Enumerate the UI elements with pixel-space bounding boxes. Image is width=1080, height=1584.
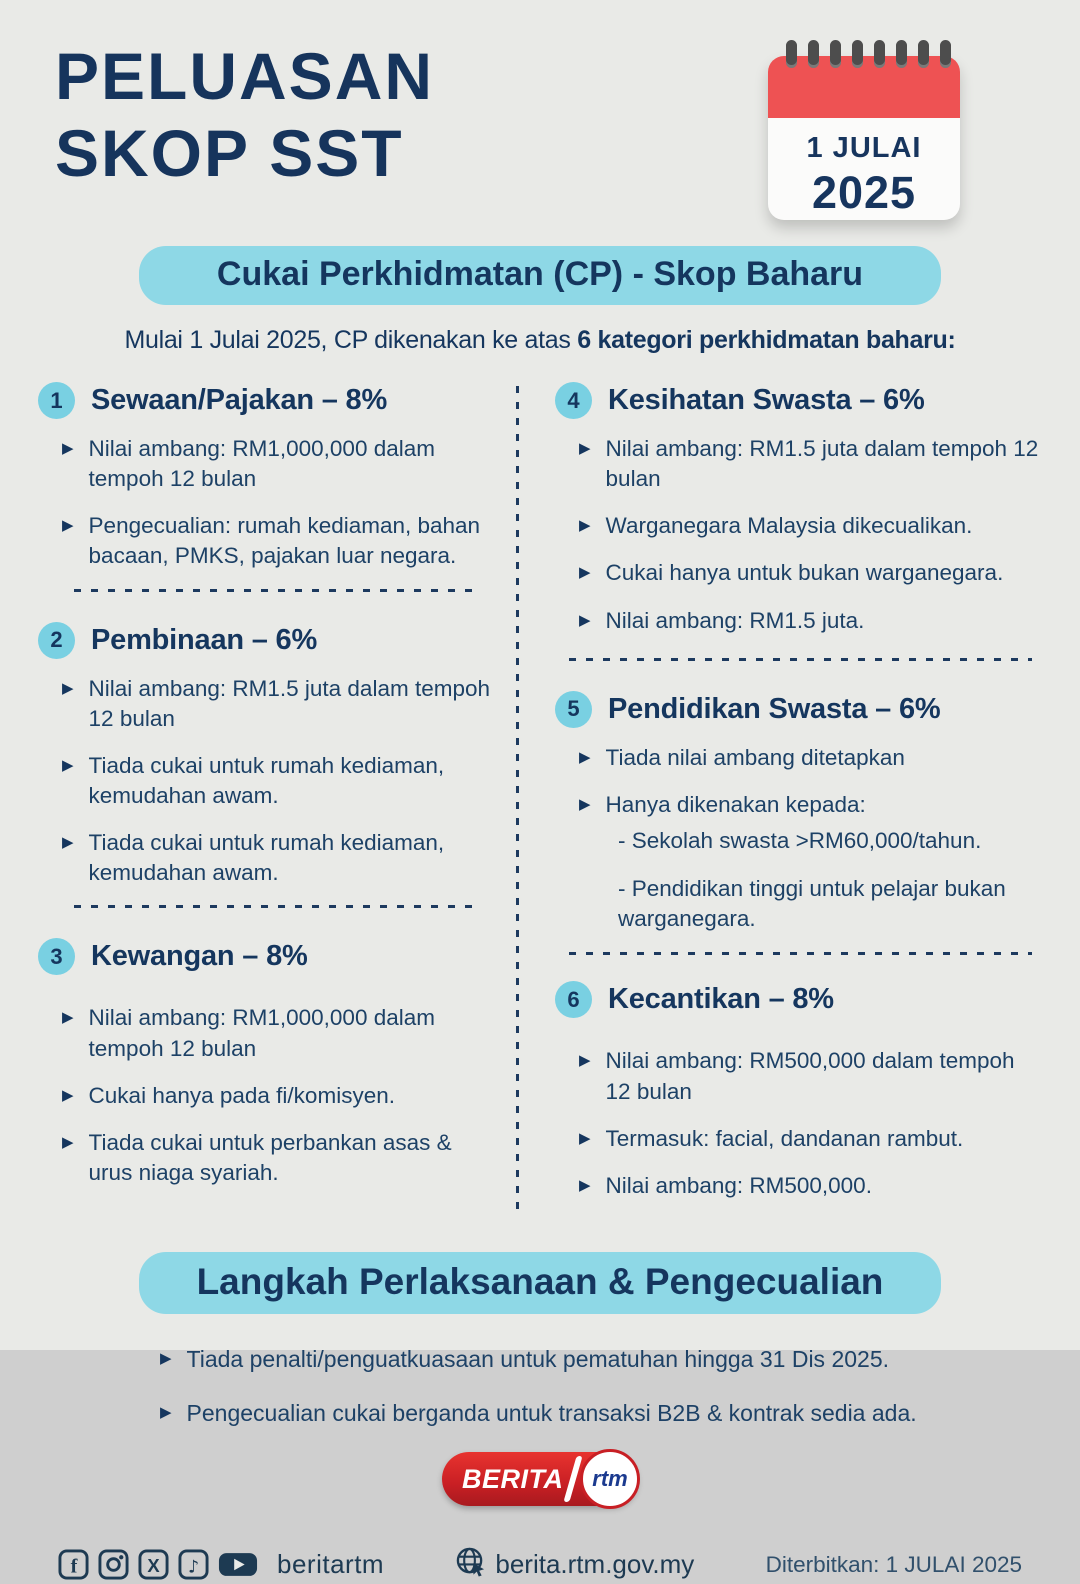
category-kecantikan [555,981,1040,1201]
dashed-separator [74,905,482,908]
berita-logo-text: BERITA [462,1463,564,1494]
website-url: berita.rtm.gov.my [495,1549,695,1580]
arrow-bullet-icon: ▶ [160,1403,172,1421]
dashed-separator [569,952,1032,955]
calendar-ring [830,40,841,68]
category-number-badge: 5 [555,691,592,728]
calendar-ring [852,40,863,68]
calendar-ring [874,40,885,68]
category-pembinaan [38,622,490,909]
arrow-bullet-icon: ▶ [579,1129,591,1147]
arrow-bullet-icon: ▶ [62,834,74,852]
dashed-separator [74,589,482,592]
arrow-bullet-icon: ▶ [579,564,591,582]
svg-text:X: X [147,1554,160,1576]
list-item: ▶ Cukai hanya pada fi/komisyen. [38,1081,490,1111]
arrow-bullet-icon: ▶ [579,748,591,766]
calendar-header-band [768,56,960,118]
intro-text [0,326,1080,355]
category-title: Pembinaan – 6% [91,623,318,656]
category-title: Kecantikan – 8% [608,983,834,1016]
calendar-date-line2: 2025 [811,167,917,218]
globe-icon [455,1546,486,1584]
arrow-bullet-icon: ▶ [579,1052,591,1070]
section-banner-cp: Cukai Perkhidmatan (CP) - Skop Baharu [139,246,941,305]
arrow-bullet-icon: ▶ [579,517,591,535]
intro-bold: 6 kategori perkhidmatan baharu: [577,326,956,354]
intro-prefix: Mulai 1 Julai 2025, CP dikenakan ke atas [124,326,578,354]
list-item: ▶ Tiada cukai untuk rumah kediaman, kemudahan awam. [38,828,490,888]
facebook-icon[interactable] [58,1549,89,1580]
page-title [55,38,434,220]
sub-list-item: - Sekolah swasta >RM60,000/tahun. [618,827,982,853]
svg-text:♪: ♪ [187,1557,200,1578]
category-sewaan-pajakan [38,382,490,592]
category-title: Sewaan/Pajakan – 8% [91,384,388,416]
arrow-bullet-icon: ▶ [160,1349,172,1367]
list-item: ▶ Nilai ambang: RM1.5 juta dalam tempoh 12 bulan [555,434,1040,494]
page-title-line1: PELUASAN [55,39,435,113]
category-number-badge: 3 [38,938,75,975]
arrow-bullet-icon: ▶ [62,679,74,697]
arrow-bullet-icon: ▶ [579,440,591,457]
calendar-ring [918,40,929,68]
column-left [38,382,490,1218]
dashed-separator [569,658,1032,661]
category-number-badge: 1 [38,382,75,419]
list-item: ▶ Tiada cukai untuk rumah kediaman, kemudahan awam. [38,751,490,811]
list-item: ▶ Nilai ambang: RM1.5 juta. [555,606,1040,636]
calendar-date-line1: 1 JULAI [806,132,922,164]
rtm-logo-text: rtm [592,1465,628,1491]
list-item: ▶ Hanya dikenakan kepada: [555,790,1040,820]
calendar-ring [896,40,907,68]
calendar-icon [768,40,960,220]
implementation-notes [110,1344,970,1429]
arrow-bullet-icon: ▶ [62,440,74,457]
list-item: ▶ Nilai ambang: RM1.5 juta dalam tempoh 12 bulan [38,674,490,734]
arrow-bullet-icon: ▶ [62,1009,74,1027]
arrow-bullet-icon: ▶ [579,611,591,629]
categories-columns [38,382,1040,1218]
list-item: ▶ Nilai ambang: RM500,000. [555,1171,1040,1201]
instagram-icon[interactable] [98,1549,129,1580]
list-item: ▶ Nilai ambang: RM500,000 dalam tempoh 12 bulan [555,1046,1040,1106]
tiktok-icon[interactable] [178,1549,209,1580]
calendar-ring [940,40,951,68]
list-item: ▶ Pengecualian cukai berganda untuk transaksi B2B & kontrak sedia ada. [110,1398,970,1429]
arrow-bullet-icon: ▶ [62,1086,74,1104]
logo-row [0,1452,1080,1506]
arrow-bullet-icon: ▶ [62,756,74,774]
page-title-line2: SKOP SST [55,116,404,191]
website-link[interactable] [455,1546,694,1584]
column-right [519,382,1040,1218]
category-number-badge: 4 [555,382,592,419]
category-title: Kewangan – 8% [91,940,308,973]
list-item: ▶ Warganegara Malaysia dikecualikan. [555,511,1040,541]
list-item: ▶ Tiada nilai ambang ditetapkan [555,743,1040,773]
x-icon[interactable] [138,1549,169,1580]
calendar-ring [786,40,797,68]
list-item: ▶ Cukai hanya untuk bukan warganegara. [555,558,1040,588]
calendar-ring [808,40,819,68]
arrow-bullet-icon: ▶ [579,1176,591,1194]
social-handle: beritartm [277,1549,385,1580]
list-item: ▶ Nilai ambang: RM1,000,000 dalam tempoh 12 bulan [38,1003,490,1063]
category-title: Pendidikan Swasta – 6% [608,692,941,725]
youtube-icon[interactable] [218,1549,258,1580]
header [0,0,1080,220]
footer [58,1546,1022,1584]
category-title: Kesihatan Swasta – 6% [608,384,925,416]
category-pendidikan-swasta [555,691,1040,956]
list-item: ▶ Termasuk: facial, dandanan rambut. [555,1124,1040,1154]
list-item: ▶ Tiada cukai untuk perbankan asas & urus niaga syariah. [38,1128,490,1188]
published-date: Diterbitkan: 1 JULAI 2025 [765,1551,1022,1577]
social-links [58,1549,384,1580]
list-item: ▶ Tiada penalti/penguatkuasaan untuk pematuhan hingga 31 Dis 2025. [110,1344,970,1375]
sub-list-item: - Pendidikan tinggi untuk pelajar bukan warganegara. [618,876,1006,932]
category-number-badge: 6 [555,981,592,1018]
arrow-bullet-icon: ▶ [62,1133,74,1151]
arrow-bullet-icon: ▶ [62,517,74,535]
category-kewangan [38,938,490,1188]
svg-text:f: f [70,1555,78,1578]
calendar-date [768,132,960,219]
section-banner-langkah: Langkah Perlaksanaan & Pengecualian [139,1252,941,1314]
arrow-bullet-icon: ▶ [579,795,591,813]
list-item: ▶ Pengecualian: rumah kediaman, bahan bacaan, PMKS, pajakan luar negara. [38,511,490,571]
berita-rtm-logo [442,1452,638,1506]
rtm-logo-circle [580,1449,640,1509]
category-kesihatan-swasta [555,382,1040,661]
list-item: ▶ Nilai ambang: RM1,000,000 dalam tempoh 12 bulan [38,434,490,494]
category-number-badge: 2 [38,622,75,659]
